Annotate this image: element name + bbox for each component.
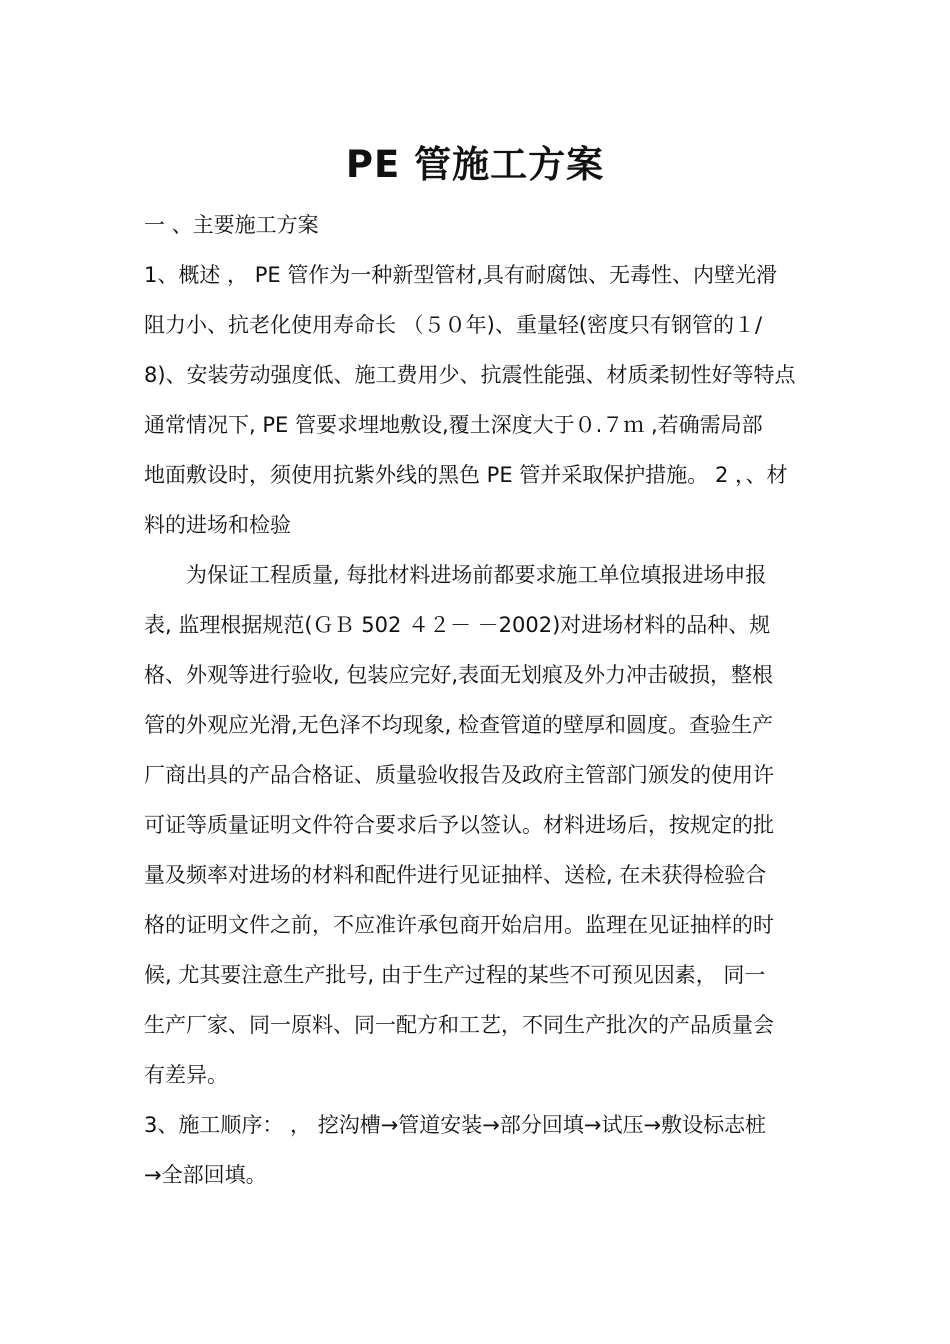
- body-line: →全部回填。: [144, 1163, 267, 1187]
- document-title: PE 管施工方案: [345, 143, 605, 186]
- body-line: 可证等质量证明文件符合要求后予以签认。材料进场后，按规定的批: [144, 813, 774, 837]
- body-line: 阻力小、抗老化使用寿命长 （５０年)、重量轻(密度只有钢管的１/: [144, 313, 763, 337]
- body-line: 格的证明文件之前，不应准许承包商开始启用。监理在见证抽样的时: [144, 913, 774, 937]
- body-line: 量及频率对进场的材料和配件进行见证抽样、送检, 在未获得检验合: [144, 863, 767, 887]
- body-line: 候, 尤其要注意生产批号, 由于生产过程的某些不可预见因素， 同一: [144, 963, 766, 987]
- body-line: 为保证工程质量, 每批材料进场前都要求施工单位填报进场申报: [144, 563, 767, 587]
- section-heading: 一 、主要施工方案: [144, 213, 319, 237]
- body-line: 1、概述 ， PE 管作为一种新型管材,具有耐腐蚀、无毒性、内壁光滑: [144, 263, 777, 287]
- body-line: 表, 监理根据规范(ＧＢ 502 ４２－ －2002)对进场材料的品种、规: [144, 613, 771, 637]
- body-line: 地面敷设时，须使用抗紫外线的黑色 PE 管并采取保护措施。 2 ，、材: [144, 463, 788, 487]
- body-line: 管的外观应光滑,无色泽不均现象, 检查管道的壁厚和圆度。查验生产: [144, 713, 774, 737]
- body-line: 8)、安装劳动强度低、施工费用少、抗震性能强、材质柔韧性好等特点: [144, 363, 796, 387]
- body-line: 生产厂家、同一原料、同一配方和工艺，不同生产批次的产品质量会: [144, 1013, 774, 1037]
- body-line: 有差异。: [144, 1063, 228, 1087]
- body-line: 料的进场和检验: [144, 513, 291, 537]
- body-line: 3、施工顺序： ， 挖沟槽→管道安装→部分回填→试压→敷设标志桩: [144, 1113, 767, 1137]
- document-body: [144, 200, 810, 1200]
- body-line: 格、外观等进行验收, 包装应完好,表面无划痕及外力冲击破损，整根: [144, 663, 774, 687]
- body-line: 通常情况下, PE 管要求埋地敷设,覆土深度大于０.７ｍ ,若确需局部: [144, 413, 763, 437]
- body-line: 厂商出具的产品合格证、质量验收报告及政府主管部门颁发的使用许: [144, 763, 774, 787]
